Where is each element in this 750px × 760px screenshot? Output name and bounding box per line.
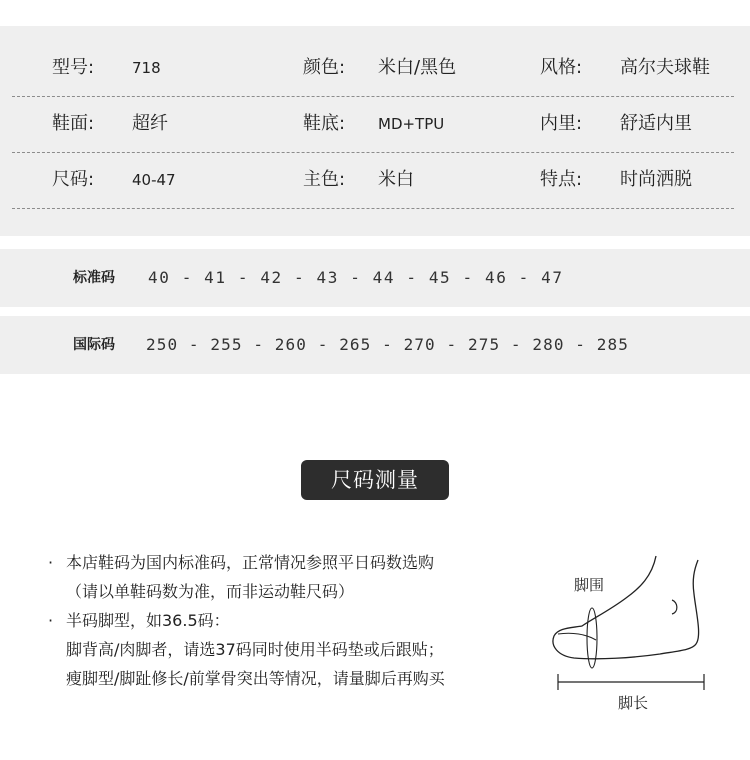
measure-notes	[48, 548, 518, 693]
note-text: 半码脚型，如36.5码：	[66, 611, 230, 630]
spec-value-sole: MD+TPU	[378, 115, 445, 133]
note-text: （请以单鞋码数为准，而非运动鞋尺码）	[66, 582, 355, 601]
spec-label-feature: 特点:	[540, 169, 583, 190]
spec-label-sole: 鞋底:	[303, 113, 346, 134]
spec-value-size: 40-47	[132, 171, 176, 189]
spec-label-upper: 鞋面:	[52, 113, 95, 134]
bullet-icon: ·	[48, 611, 54, 630]
standard-size-label: 标准码	[73, 270, 115, 286]
length-label: 脚长	[618, 694, 649, 712]
spec-value-lining: 舒适内里	[620, 113, 692, 134]
foot-measure-figure	[548, 552, 718, 722]
spec-value-model: 718	[132, 59, 161, 77]
spec-label-style: 风格:	[540, 57, 583, 78]
spec-label-size: 尺码:	[52, 169, 95, 190]
bullet-icon: ·	[48, 553, 54, 572]
note-line	[48, 664, 518, 693]
spec-value-main-color: 米白	[378, 169, 414, 190]
international-size-label: 国际码	[73, 337, 115, 353]
note-line	[48, 606, 518, 635]
international-size-values: 250 - 255 - 260 - 265 - 270 - 275 - 280 - 285	[146, 335, 629, 354]
spec-value-upper: 超纤	[132, 113, 168, 134]
note-text: 脚背高/肉脚者，请选37码同时使用半码垫或后跟贴；	[66, 640, 444, 659]
spec-value-color: 米白/黑色	[378, 57, 457, 78]
standard-size-values: 40 - 41 - 42 - 43 - 44 - 45 - 46 - 47	[148, 268, 564, 287]
note-text: 本店鞋码为国内标准码，正常情况参照平日码数选购	[66, 553, 435, 572]
spec-value-feature: 时尚洒脱	[620, 169, 692, 190]
spec-label-model: 型号:	[52, 57, 95, 78]
note-line	[48, 548, 518, 577]
spec-value-style: 高尔夫球鞋	[620, 57, 710, 78]
note-text: 瘦脚型/脚趾修长/前掌骨突出等情况，请量脚后再购买	[66, 669, 445, 688]
spec-panel	[0, 26, 750, 236]
girth-label: 脚围	[574, 576, 605, 594]
spec-label-lining: 内里:	[540, 113, 583, 134]
spec-row-3	[12, 152, 734, 209]
spec-label-main-color: 主色:	[303, 169, 346, 190]
standard-size-band	[0, 249, 750, 307]
spec-label-color: 颜色:	[303, 57, 346, 78]
measure-section-title: 尺码测量	[301, 460, 449, 500]
note-line	[48, 635, 518, 664]
international-size-band	[0, 316, 750, 374]
note-line	[48, 577, 518, 606]
